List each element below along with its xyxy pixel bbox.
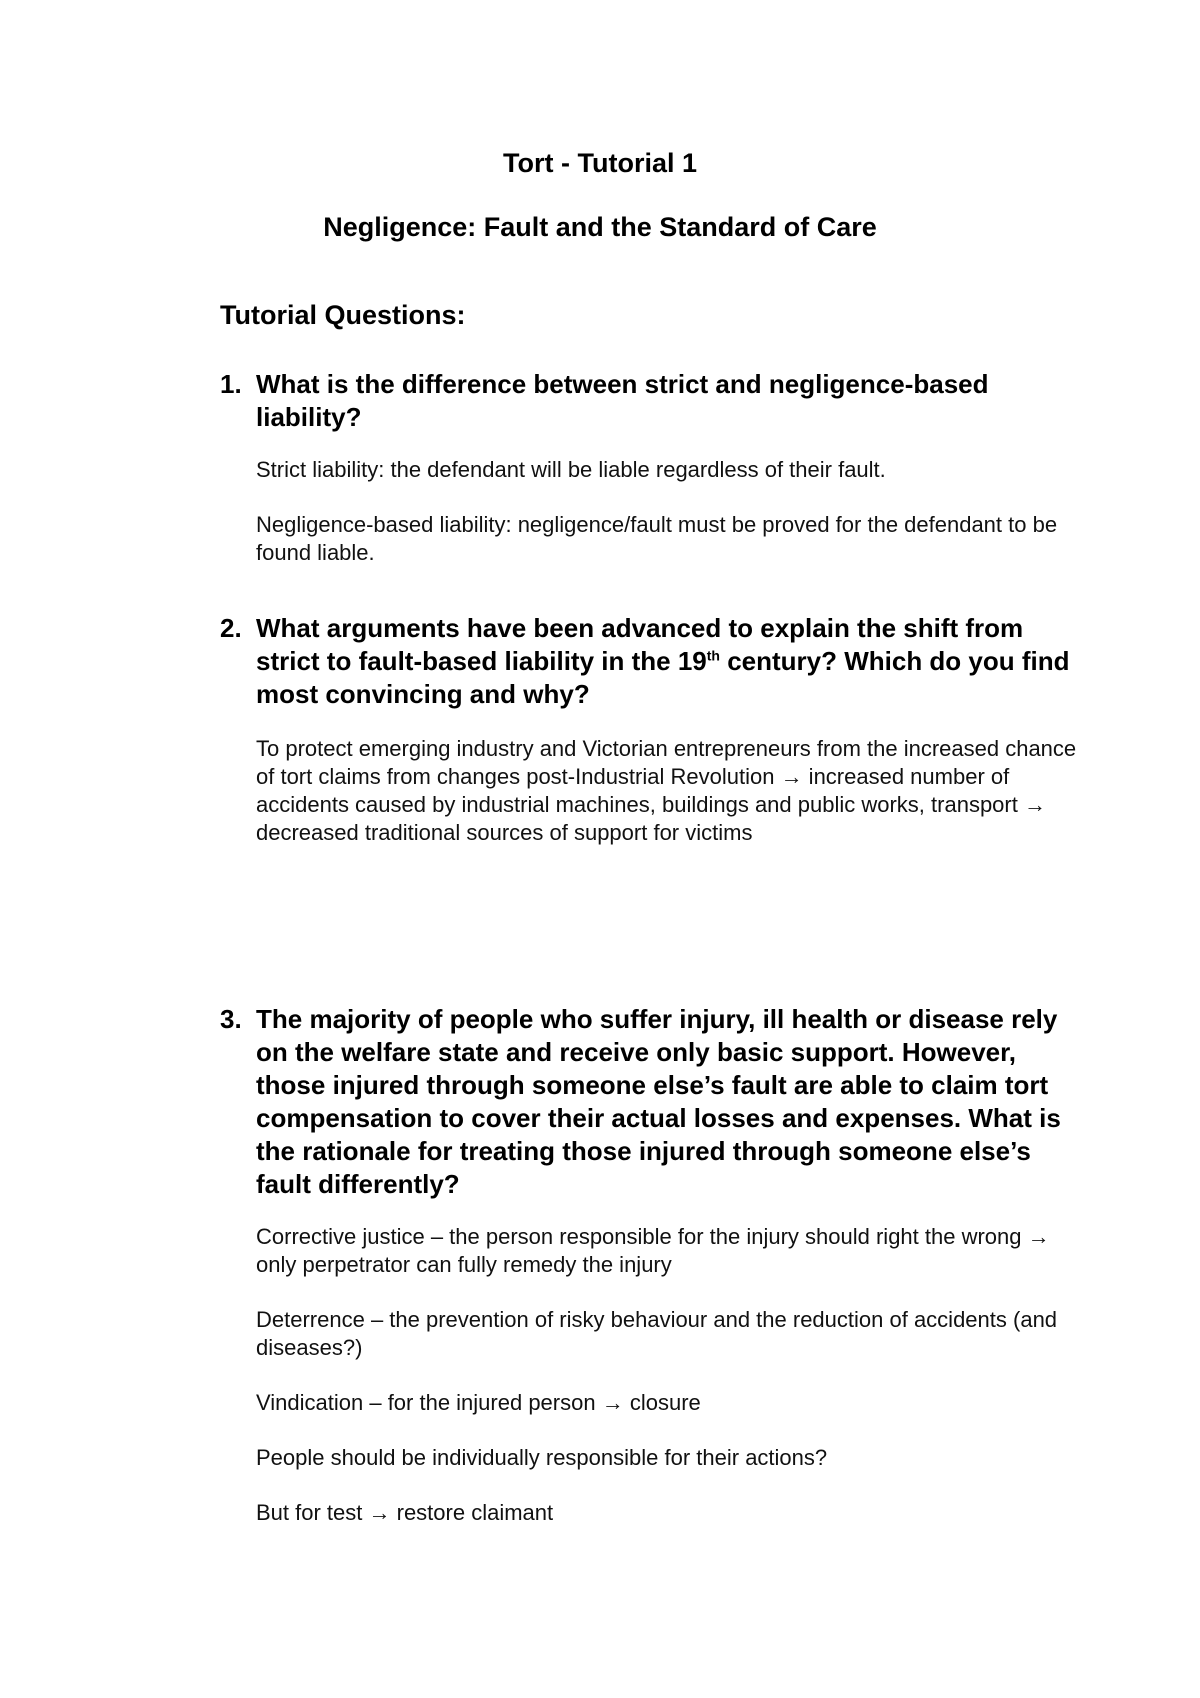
answer-text: decreased traditional sources of support for victims (256, 820, 753, 845)
document-subtitle: Negligence: Fault and the Standard of Care (323, 212, 877, 242)
answer-text: Vindication – for the injured person (256, 1390, 602, 1415)
answer-text: increased number of accidents caused by industrial machines, buildings and public works, transport (256, 764, 1024, 817)
answer-paragraph (256, 511, 1080, 567)
ordinal-superscript: th (706, 647, 720, 664)
right-arrow-icon: → (1027, 1224, 1050, 1249)
answer-block (256, 1223, 1080, 1527)
answer-text: But for test (256, 1500, 369, 1525)
right-arrow-icon: → (780, 764, 803, 789)
question-text-part: What arguments have been advanced to explain the shift from strict to fault-based liability in the 19 (256, 613, 1024, 676)
right-arrow-icon: → (368, 1500, 391, 1525)
question-text: What is the difference between strict and negligence-based liability? (256, 369, 989, 432)
right-arrow-icon: → (601, 1390, 624, 1415)
question-text-part: century? Which do you find most convincing and why? (256, 646, 1070, 709)
question-2 (220, 612, 1080, 874)
answer-paragraph (256, 1444, 1080, 1472)
answer-text: restore claimant (390, 1500, 554, 1525)
answer-text: Corrective justice – the person responsible for the injury should right the wrong (256, 1224, 1028, 1249)
answer-paragraph (256, 456, 1080, 484)
answer-paragraph (256, 735, 1080, 847)
answer-paragraph (256, 1389, 1080, 1417)
answer-text: To protect emerging industry and Victorian entrepreneurs from the increased chance of tort claims from changes post-Industrial Revolution (256, 736, 1077, 789)
question-number: 1. (220, 369, 242, 399)
question-3 (220, 1003, 1080, 1554)
question-number: 2. (220, 613, 242, 643)
question-1 (220, 368, 1080, 594)
question-number: 3. (220, 1004, 242, 1034)
answer-paragraph (256, 1499, 1080, 1527)
answer-text: closure (623, 1390, 701, 1415)
question-text: The majority of people who suffer injury, ill health or disease rely on the welfare state and receive only basic support. However, those injured through someone else’s fault are able to claim tort compensation to cover their actual losses and expenses. What is the rationale for treating those injured through someone else’s fault differently? (256, 1004, 1061, 1199)
answer-text: Deterrence – the prevention of risky behaviour and the reduction of accidents (and diseases?) (256, 1307, 1058, 1360)
answer-block (256, 456, 1080, 567)
answer-block (256, 735, 1080, 847)
answer-text: Strict liability: the defendant will be liable regardless of their fault. (256, 457, 886, 482)
answer-text: People should be individually responsible for their actions? (256, 1445, 828, 1470)
right-arrow-icon: → (1023, 792, 1046, 817)
question-text (256, 612, 1080, 711)
answer-text: Negligence-based liability: negligence/fault must be proved for the defendant to be found liable. (256, 512, 1058, 565)
answer-paragraph (256, 1306, 1080, 1362)
answer-text: only perpetrator can fully remedy the injury (256, 1252, 672, 1277)
section-heading: Tutorial Questions: (220, 300, 466, 330)
document-title: Tort - Tutorial 1 (503, 148, 697, 178)
answer-paragraph (256, 1223, 1080, 1279)
